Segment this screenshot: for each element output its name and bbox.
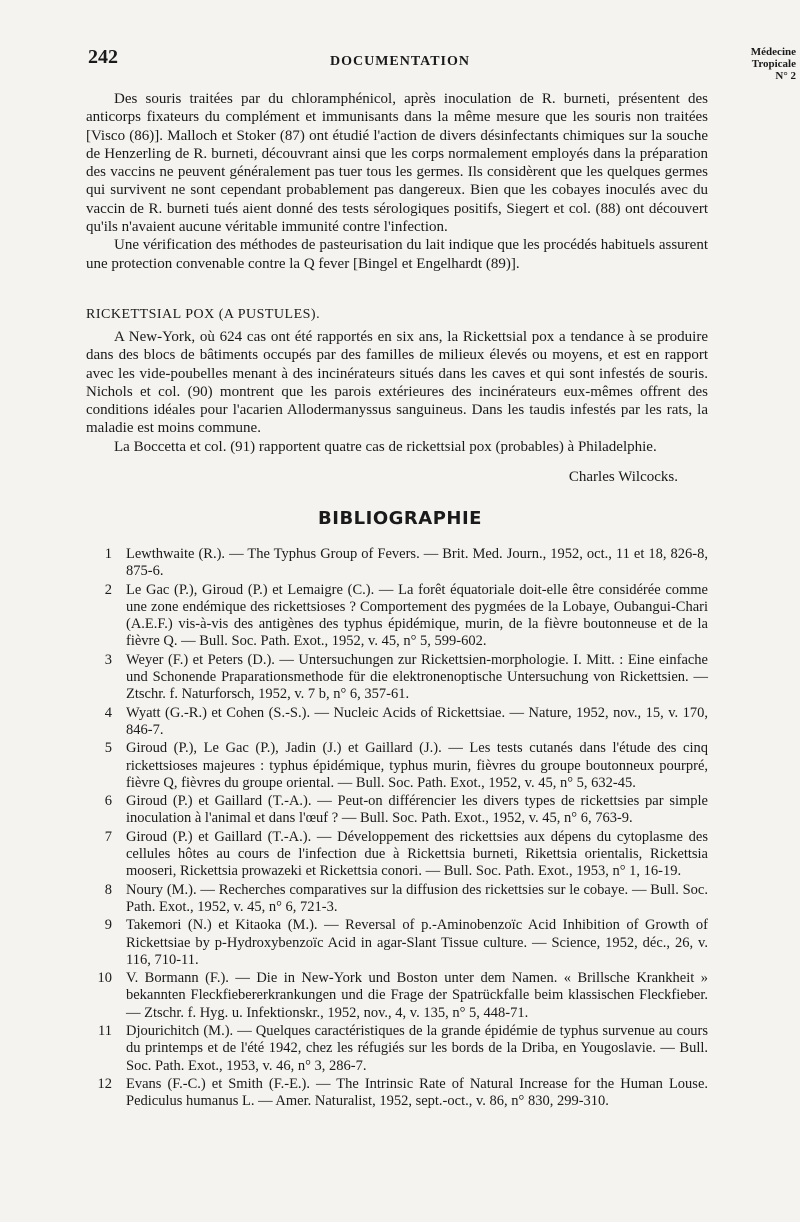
reference-number: 10 [97, 970, 112, 987]
paragraph-philadelphia: La Boccetta et col. (91) rapportent quatre cas de rickettsial pox (probables) à Philadelphie. [114, 438, 657, 455]
reference-number: 9 [104, 917, 112, 934]
reference-text: Weyer (F.) et Peters (D.). — Untersuchungen zur Rickettsien-morphologie. I. Mitt. : Eine einfache und Schonende Praparationsmethode für die elektronenoptische Untersuchung von Rickettsien. — Ztschr. f. Naturforsch, 1952, v. 7 b, n° 6, 357-61. [126, 651, 708, 703]
reference-number: 6 [104, 793, 112, 810]
reference-item [86, 917, 708, 969]
reference-item [86, 705, 708, 740]
side-label-line: Tropicale [751, 58, 796, 70]
reference-item [86, 582, 708, 651]
reference-text: Evans (F.-C.) et Smith (F.-E.). — The Intrinsic Rate of Natural Increase for the Human Louse. Pediculus humanus L. — Amer. Naturalist, 1952, sept.-oct., v. 86, n° 830, 299-310. [126, 1075, 708, 1110]
journal-side-label [716, 46, 796, 82]
body-paragraphs-pox [86, 328, 708, 456]
reference-number: 3 [104, 651, 112, 668]
reference-text: Wyatt (G.-R.) et Cohen (S.-S.). — Nucleic Acids of Rickettsiae. — Nature, 1952, nov., 15, v. 170, 846-7. [126, 704, 708, 738]
reference-number: 5 [104, 740, 112, 757]
reference-text: Giroud (P.), Le Gac (P.), Jadin (J.) et Gaillard (J.). — Les tests cutanés dans l'étude des cinq rickettsioses majeures : typhus épidémique, typhus murin, fièvres du groupe boutonneux pourpré, fièvre Q, fièvres du groupe oriental. — Bull. Soc. Path. Exot., 1952, v. 45, n° 5, 632-45. [126, 740, 708, 791]
side-label-line: N° 2 [775, 70, 796, 82]
reference-text: Takemori (N.) et Kitaoka (M.). — Reversal of p.-Aminobenzoïc Acid Inhibition of Growth of Rickettsiae by p-Hydroxybenzoïc Acid in agar-Slant Tissue culture. — Science, 1952, déc., 26, v. 116, 710-11. [126, 917, 708, 968]
section-title-rickettsial-pox: RICKETTSIAL POX (A PUSTULES). [86, 307, 321, 322]
reference-item [86, 970, 708, 1022]
bibliography-title: BIBLIOGRAPHIE [318, 508, 482, 529]
paragraph-pasteurisation: Une vérification des méthodes de pasteurisation du lait indique que les procédés habituels assurent une protection convenable contre la Q fever [Bingel et Engelhardt (89)]. [86, 237, 708, 272]
body-paragraphs-top [86, 90, 708, 273]
author-signature: Charles Wilcocks. [568, 469, 678, 485]
reference-item [86, 829, 708, 881]
reference-text: Djourichitch (M.). — Quelques caractéristiques de la grande épidémie de typhus survenue au cours du printemps et de l'été 1942, chez les réfugiés sur les bords de la Driba, en Yougoslavie. — Bull. Soc. Path. Exot., 1953, v. 46, n° 3, 286-7. [126, 1023, 708, 1074]
reference-number: 2 [104, 581, 112, 598]
reference-item [86, 1023, 708, 1075]
reference-text: Giroud (P.) et Gaillard (T.-A.). — Peut-on différencier les divers types de rickettsies par simple inoculation à l'animal et dans l'œuf ? — Bull. Soc. Path. Exot., 1952, v. 45, n° 6, 763-9. [126, 793, 708, 827]
bibliography-list [86, 546, 708, 1112]
reference-text: Noury (M.). — Recherches comparatives sur la diffusion des rickettsies sur le cobaye. — Bull. Soc. Path. Exot., 1952, v. 45, n° 6, 721-3. [126, 881, 708, 915]
reference-item [86, 652, 708, 704]
reference-text: Le Gac (P.), Giroud (P.) et Lemaigre (C.). — La forêt équatoriale doit-elle être considérée comme une zone endémique des rickettsioses ? Comportement des pygmées de la Lobaye, Oubangui-Chari (A.E.F.) vis-à-vis des antigènes des typhus épidémique, murin, de la fièvre boutonneuse et de la fièvre Q. — Bull. Soc. Path. Exot., 1952, v. 45, n° 5, 599-602. [126, 581, 708, 650]
paragraph-chloramphenicol: Des souris traitées par du chloramphénicol, après inoculation de R. burneti, présentent des anticorps fixateurs du complément et immunisants dans la même mesure que les souris non traitées [Visco (86)]. Malloch et Stoker (87) ont étudié l'action de divers désinfectants chimiques sur la souche de Henzerling de R. burneti, découvrant ainsi que les corps normalement employés dans la préparation des vaccins ne peuvent généralement pas tuer tous les germes. Ils considèrent que les quelques germes qui survivent ne sont cependant probablement pas dangereux. Bien que les cobayes inoculés avec du vaccin de R. burneti tués aient donné des tests sérologiques positifs, Siegert et col. (88) ont découvert qu'ils n'avaient aucune véritable immunité contre l'infection. [86, 91, 708, 236]
running-head: DOCUMENTATION [329, 54, 471, 69]
reference-text: Lewthwaite (R.). — The Typhus Group of Fevers. — Brit. Med. Journ., 1952, oct., 11 et 18, 826-8, 875-6. [126, 546, 708, 580]
reference-number: 11 [98, 1023, 112, 1040]
reference-text: Giroud (P.) et Gaillard (T.-A.). — Développement des rickettsies aux dépens du cytoplasme des cellules hôtes au cours de l'infection due à Rickettsia burneti, Rikettsia orientalis, Rickettsia mooseri, Rickettsia prowazeki et Rickettsia conori. — Bull. Soc. Path. Exot., 1953, n° 1, 16-19. [126, 828, 708, 880]
reference-text: V. Bormann (F.). — Die in New-York und Boston unter dem Namen. « Brillsche Krankheit » bekannten Fleckfiebererkrankungen und die Frage der Spatrückfalle beim klassischen Fleckfieber. — Ztschr. f. Hyg. u. Infektionskr., 1952, nov., 4, v. 135, n° 5, 448-71. [126, 970, 708, 1021]
reference-number: 8 [104, 881, 112, 898]
paragraph-new-york: A New-York, où 624 cas ont été rapportés en six ans, la Rickettsial pox a tendance à se produire dans des blocs de bâtiments occupés par des familles de milieux élevés ou moyens, et est en rapport avec les vide-poubelles menant à des incinérateurs situés dans les caves et qui sont infestés de souris. Nichols et col. (90) montrent que les parois extérieures des incinérateurs eux-mêmes offrent des conditions idéales pour l'acarien Allodermanyssus sanguineus. Dans les taudis infestés par les rats, la maladie est moins commune. [86, 329, 708, 437]
reference-item [86, 740, 708, 792]
page-number: 242 [88, 46, 118, 68]
reference-number: 12 [97, 1075, 112, 1092]
reference-item [86, 882, 708, 917]
reference-item [86, 546, 708, 581]
reference-item [86, 1076, 708, 1111]
reference-number: 1 [104, 546, 112, 562]
reference-number: 7 [104, 828, 112, 845]
side-label-line: Médecine [750, 46, 796, 58]
reference-number: 4 [104, 704, 112, 721]
reference-item [86, 793, 708, 828]
